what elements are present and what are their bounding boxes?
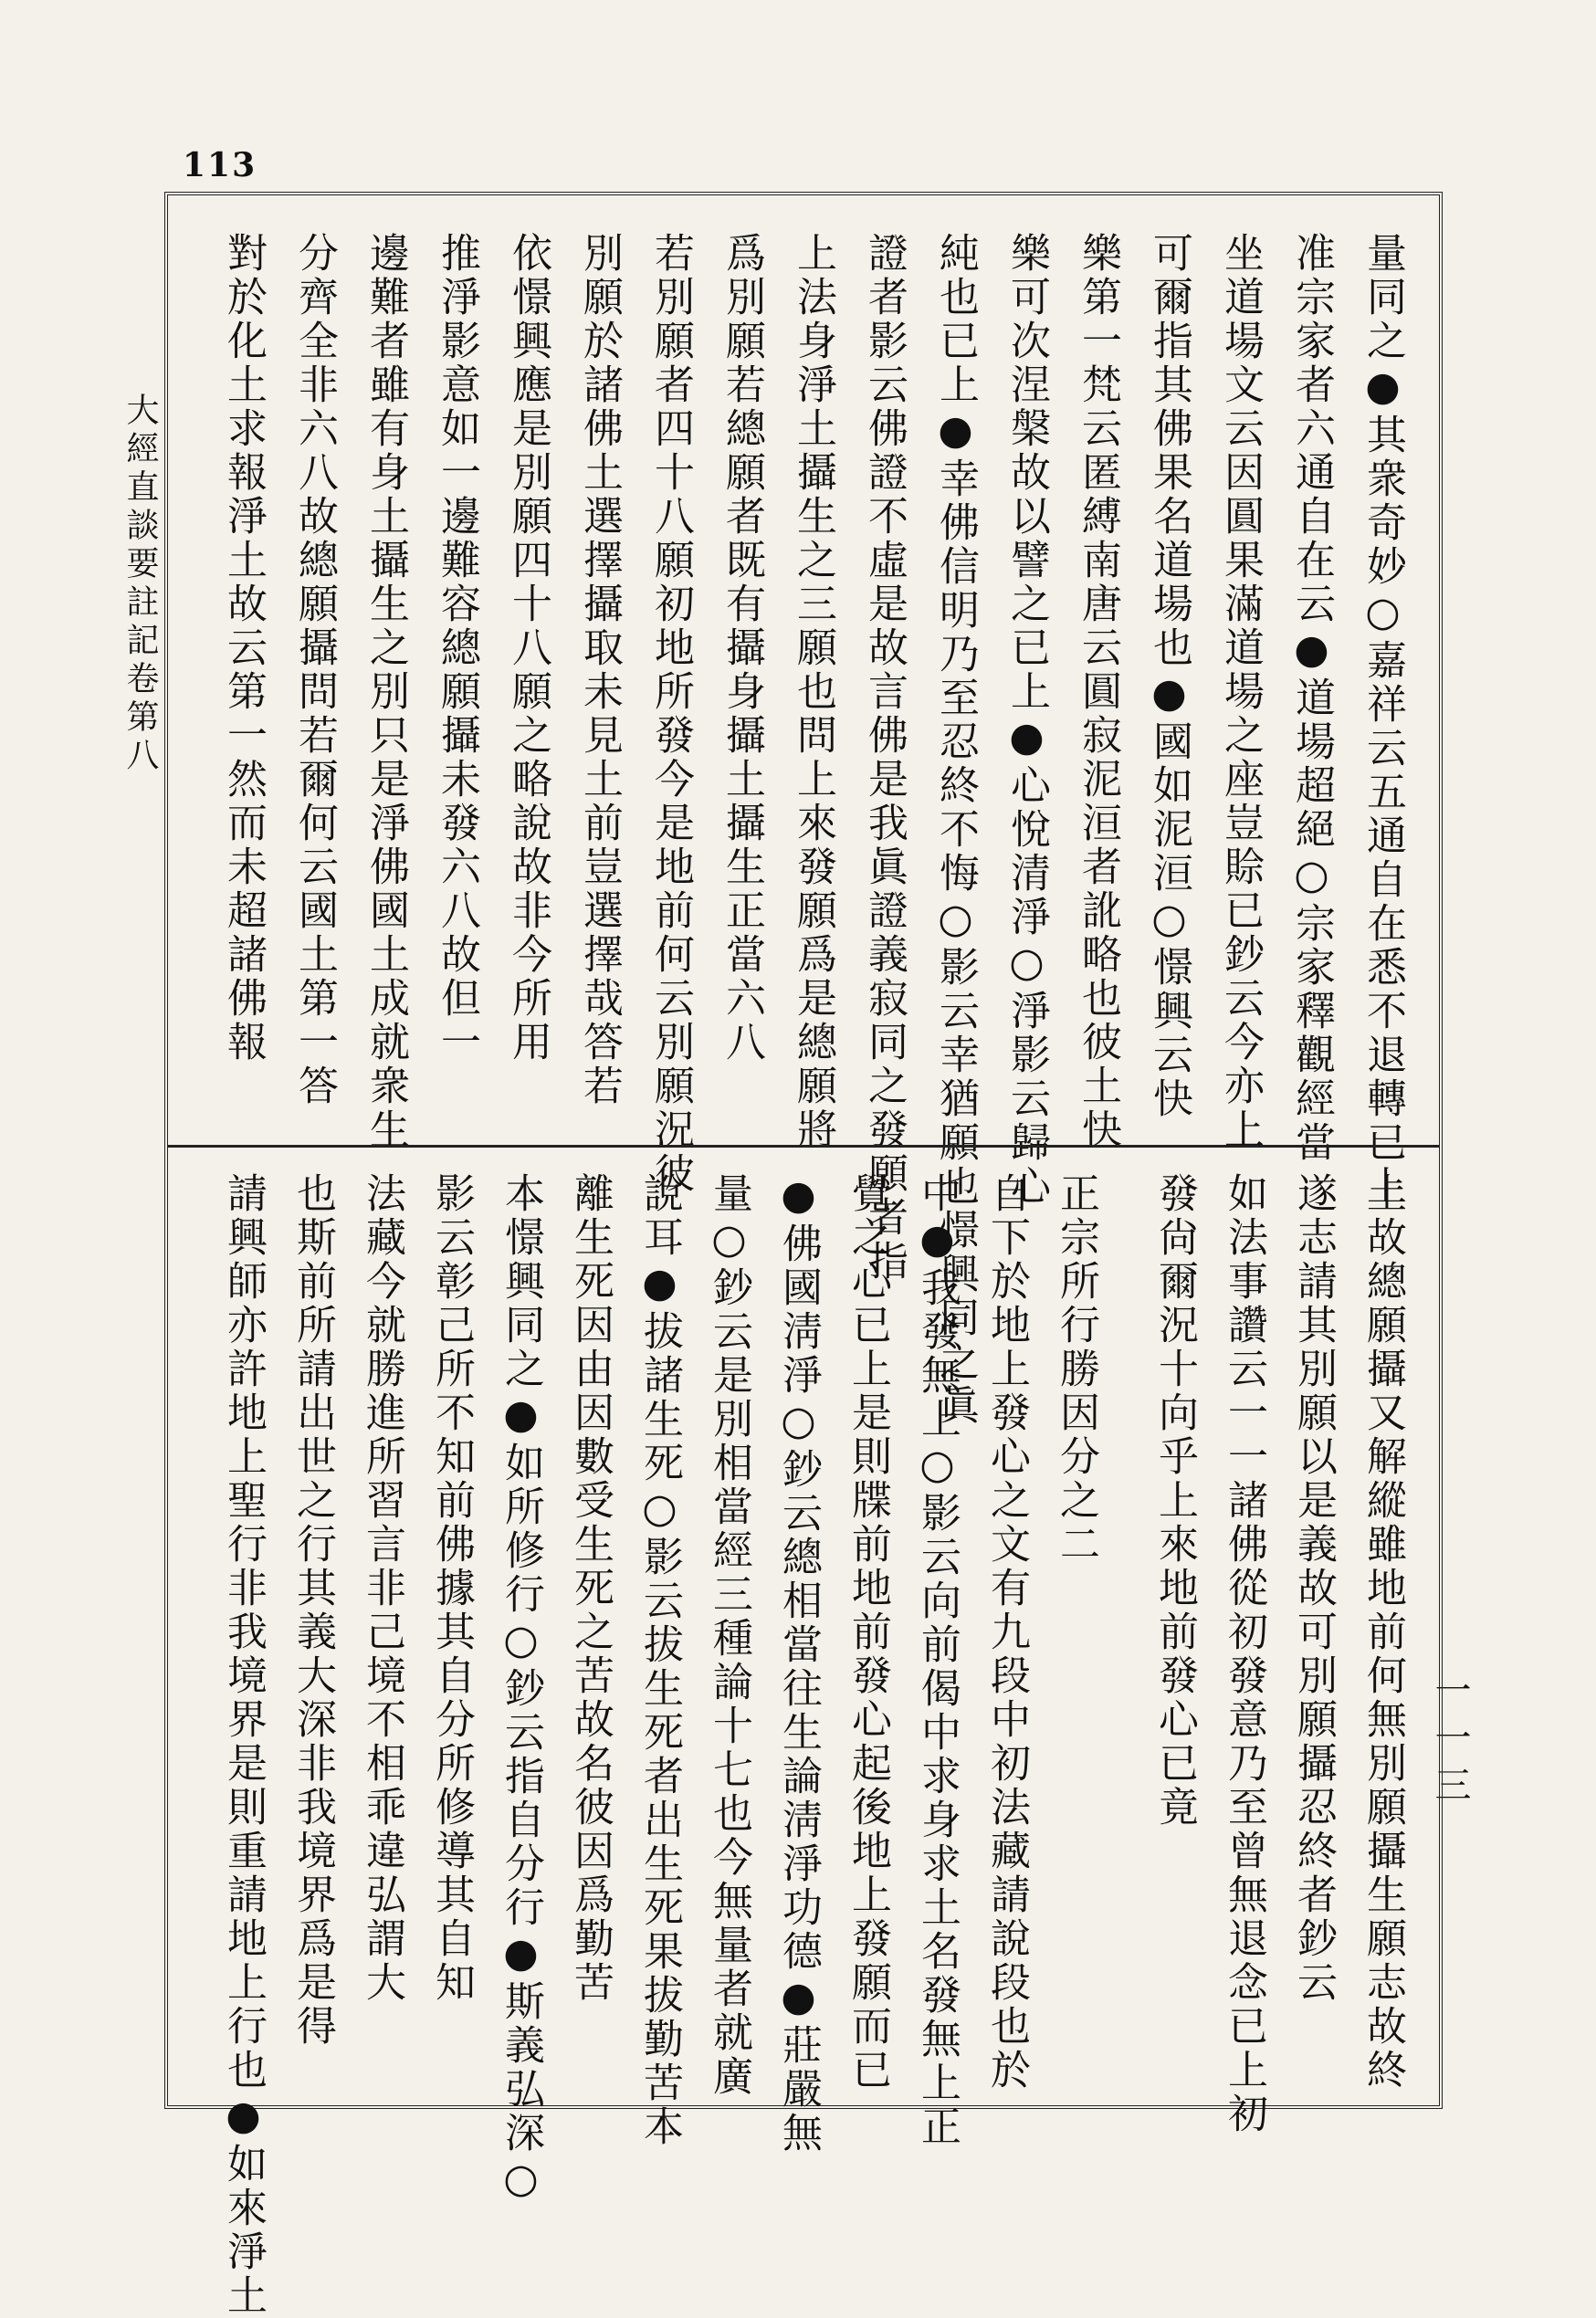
text-column: 離生死因由因數受生死之苦故名彼因爲勤苦: [567, 1172, 614, 2005]
text-column: 可爾指其佛果名道場也●國如泥洹○憬興云快: [1146, 232, 1192, 1121]
text-column: 量○鈔云是別相當經三種論十七也今無量者就廣: [706, 1172, 752, 2099]
text-column: ●佛國淸淨○鈔云總相當往生論淸淨功德●莊嚴無: [775, 1172, 822, 2155]
text-column: 說耳●拔諸生死○影云拔生死者出生死果拔勤苦本: [636, 1172, 683, 2149]
text-column: 上法身淨土攝生之三願也問上來發願爲是總願將: [790, 232, 836, 1152]
text-column: 土故總願攝又解縱雖地前何無別願攝生願志故終: [1360, 1172, 1406, 2092]
text-column: 准宗家者六通自在云●道場超絕○宗家釋觀經當: [1288, 232, 1335, 1165]
text-column: 分齊全非六八故總願攝問若爾何云國土第一答: [291, 232, 338, 1108]
text-column: 法藏今就勝進所習言非己境不相乖違弘謂大: [359, 1172, 405, 2005]
section-divider: [168, 1145, 1439, 1148]
text-column: 坐道場文云因圓果滿道場之座豈賒已鈔云今亦上: [1217, 232, 1264, 1152]
text-column: 本憬興同之●如所修行○鈔云指自分行●斯義弘深○: [498, 1172, 544, 2206]
text-column: 樂第一梵云匿縛南唐云圓寂泥洹者訛略也彼土快: [1075, 232, 1121, 1152]
text-column: 也斯前所請出世之行其義大深非我境界爲是得: [289, 1172, 336, 2049]
text-column: 如法事讚云一一諸佛從初發意乃至曾無退念已上初: [1221, 1172, 1267, 2136]
text-column: 發尙爾況十向乎上來地前發心已竟: [1151, 1172, 1198, 1830]
text-column: 別願於諸佛土選擇攝取未見土前豈選擇哉答若: [576, 232, 623, 1108]
running-title: 大經直談要註記卷第八: [121, 393, 159, 776]
text-column: 自下於地上發心之文有九段中初法藏請說段也於: [983, 1172, 1030, 2092]
text-column: 證者影云佛證不虛是故言佛是我眞證義寂同之發願者指: [861, 232, 908, 1284]
text-column: 請興師亦許地上聖行非我境界是則重請地上行也●如來淨土: [220, 1172, 267, 2318]
text-column: 爲別願若總願者既有攝身攝土攝生正當六八: [719, 232, 765, 1065]
text-column: 遂志請其別願以是義故可別願攝忍終者鈔云: [1290, 1172, 1337, 2005]
text-column: 覺之心已上是則牒前地前發心起後地上發願而已: [845, 1172, 891, 2092]
kanji-page-number: 一一三: [1429, 1671, 1471, 1813]
text-column: 正宗所行勝因分之二: [1053, 1172, 1099, 1567]
text-column: 中●我發無上○影云向前偈中求身求土名發無上正: [914, 1172, 961, 2149]
text-column: 量同之●其衆奇妙○嘉祥云五通自在悉不退轉已上: [1360, 232, 1406, 1209]
text-column: 影云彰己所不知前佛據其自分所修導其自知: [428, 1172, 475, 2005]
page-number: 113: [183, 146, 257, 184]
text-column: 邊難者雖有身土攝生之別只是淨佛國土成就衆生: [362, 232, 409, 1152]
text-column: 對於化土求報淨土故云第一然而未超諸佛報: [220, 232, 267, 1065]
bottom-text-block: [220, 1172, 1406, 2318]
text-frame: [164, 192, 1443, 2318]
text-column: 依憬興應是別願四十八願之略說故非今所用: [505, 232, 551, 1065]
text-column: 樂可次涅槃故以譬之已上●心悅清淨○淨影云歸心: [1003, 232, 1050, 1209]
text-column: 若別願者四十八願初地所發今是地前何云別願況彼: [647, 232, 694, 1196]
text-column: 純也已上●幸佛信明乃至忍終不悔○影云幸猶願也憬興同之眞: [932, 232, 979, 1428]
text-column: 推淨影意如一邊難容總願攝未發六八故但一: [434, 232, 480, 1065]
